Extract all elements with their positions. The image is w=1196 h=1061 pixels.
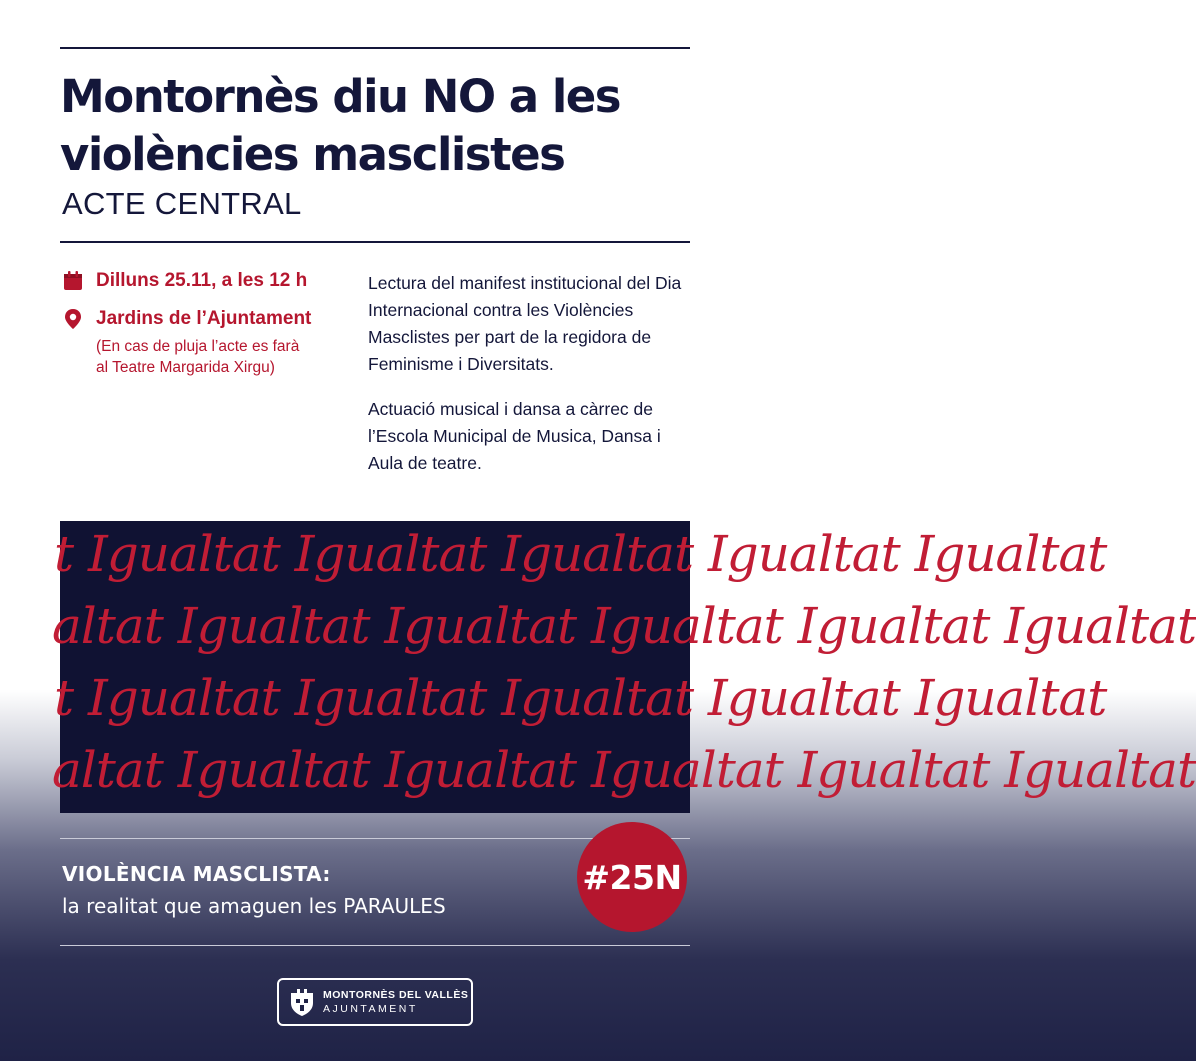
description-paragraph-2: Actuació musical i dansa a càrrec de l’Escola Municipal de Musica, Dansa i Aula de teatre. <box>368 399 661 473</box>
calendar-icon <box>62 270 84 292</box>
rain-note-line-2: al Teatre Margarida Xirgu) <box>96 359 275 376</box>
page-title <box>60 68 700 184</box>
pattern-row: t Igualtat Igualtat Igualtat Igualtat Igualtat <box>54 525 1107 583</box>
hashtag-badge <box>577 822 687 932</box>
hashtag-badge-label: #25N <box>582 857 682 897</box>
logo-subtitle: AJUNTAMENT <box>323 1003 418 1015</box>
pattern-row: t Igualtat Igualtat Igualtat Igualtat Igualtat <box>54 669 1107 727</box>
pattern-row: altat Igualtat Igualtat Igualtat Igualtat Igualtat <box>52 741 1196 799</box>
event-description <box>368 270 698 495</box>
event-date <box>62 270 307 292</box>
title-line-1: Montornès diu NO a les <box>60 70 621 123</box>
logo-name: MONTORNÈS DEL VALLÈS <box>323 989 469 1001</box>
event-date-text: Dilluns 25.11, a les 12 h <box>96 270 308 291</box>
event-place-text: Jardins de l’Ajuntament <box>96 308 312 329</box>
event-place <box>62 308 311 330</box>
description-paragraph-1: Lectura del manifest institucional del Dia Internacional contra les Violències Masclistes per part de la regidora de Feminisme i Diversitats. <box>368 273 682 374</box>
pattern-row: altat Igualtat Igualtat Igualtat Igualtat Igualtat <box>52 597 1196 655</box>
slogan-bottom-divider <box>60 945 690 946</box>
slogan-heading: VIOLÈNCIA MASCLISTA: <box>62 862 331 886</box>
top-divider <box>60 47 690 49</box>
page-subtitle: ACTE CENTRAL <box>62 186 302 221</box>
header-divider <box>60 241 690 243</box>
slogan-subheading: la realitat que amaguen les PARAULES <box>62 894 446 918</box>
title-line-2: violències masclistes <box>60 128 565 181</box>
rain-note <box>96 336 356 378</box>
municipal-shield-icon <box>289 987 315 1017</box>
igualtat-pattern-banner <box>52 521 1196 813</box>
location-pin-icon <box>62 308 84 330</box>
rain-note-line-1: (En cas de pluja l’acte es farà <box>96 338 300 355</box>
municipal-logo <box>277 978 473 1026</box>
